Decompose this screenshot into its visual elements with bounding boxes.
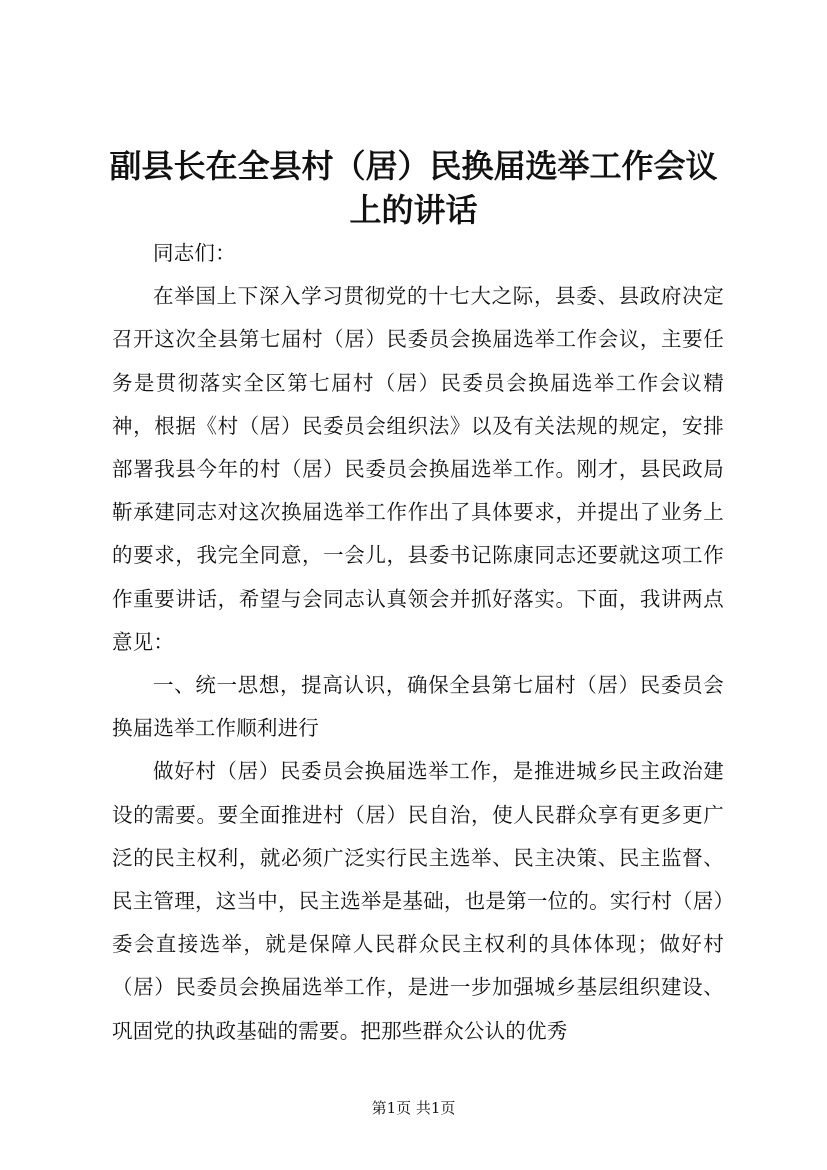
document-title: 副县长在全县村（居）民换届选举工作会议上的讲话 [109,147,718,229]
page-footer: 第1页 共1页 [371,1099,456,1117]
document-body [112,232,724,1053]
salutation-paragraph: 同志们： [153,241,236,265]
section-heading-one: 一、统一思想，提高认识，确保全县第七届村（居）民委员会换届选举工作顺利进行 [112,673,724,741]
body-paragraph: 做好村（居）民委员会换届选举工作，是推进城乡民主政治建设的需要。要全面推进村（居）民自治，使人民群众享有更多更广泛的民主权利，就必须广泛实行民主选举、民主决策、民主监督、民主管理，这当中，民主选举是基础，也是第一位的。实行村（居）委会直接选举，就是保障人民群众民主权利的具体体现；做好村（居）民委员会换届选举工作，是进一步加强城乡基层组织建设、巩固党的执政基础的需要。把那些群众公认的优秀 [112,759,724,1043]
intro-paragraph: 在举国上下深入学习贯彻党的十七大之际，县委、县政府决定召开这次全县第七届村（居）民委员会换届选举工作会议，主要任务是贯彻落实全区第七届村（居）民委员会换届选举工作会议精神，根据《村（居）民委员会组织法》以及有关法规的规定，安排部署我县今年的村（居）民委员会换届选举工作。刚才，县民政局靳承建同志对这次换届选举工作作出了具体要求，并提出了业务上的要求，我完全同意，一会儿，县委书记陈康同志还要就这项工作作重要讲话，希望与会同志认真领会并抓好落实。下面，我讲两点意见： [112,284,724,654]
